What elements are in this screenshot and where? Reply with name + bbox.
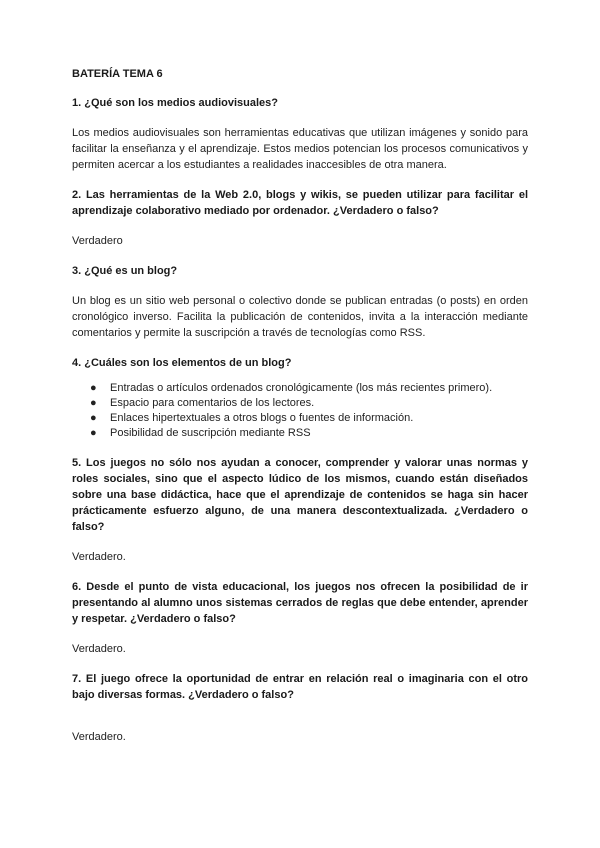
bullet-icon: ● bbox=[90, 397, 97, 409]
question-block-2 bbox=[72, 187, 528, 249]
question-2: 2. Las herramientas de la Web 2.0, blogs y wikis, se pueden utilizar para facilitar el aprendizaje colaborativo mediado por ordenador. ¿Verdadero o falso? bbox=[72, 189, 528, 217]
question-4: 4. ¿Cuáles son los elementos de un blog? bbox=[72, 357, 292, 369]
list-item bbox=[90, 426, 528, 441]
list-item-text: Enlaces hipertextuales a otros blogs o fuentes de información. bbox=[110, 412, 414, 424]
bullet-icon: ● bbox=[90, 382, 97, 394]
list-item bbox=[90, 381, 528, 396]
answer-5: Verdadero. bbox=[72, 551, 126, 563]
question-block-1 bbox=[72, 95, 528, 173]
answer-7: Verdadero. bbox=[72, 731, 126, 743]
question-block-6 bbox=[72, 579, 528, 657]
answer-1: Los medios audiovisuales son herramientas educativas que utilizan imágenes y sonido para facilitar la enseñanza y el aprendizaje. Estos medios potencian los procesos comunicativos y permiten acercar a los estudiantes a realidades inaccesibles de otra manera. bbox=[72, 127, 528, 171]
list-item bbox=[90, 411, 528, 426]
question-block-3 bbox=[72, 263, 528, 341]
question-block-4 bbox=[72, 355, 528, 441]
question-3: 3. ¿Qué es un blog? bbox=[72, 265, 178, 277]
question-7: 7. El juego ofrece la oportunidad de entrar en relación real o imaginaria con el otro bajo diversas formas. ¿Verdadero o falso? bbox=[72, 673, 528, 701]
list-item-text: Espacio para comentarios de los lectores. bbox=[110, 397, 315, 409]
blog-elements-list bbox=[72, 381, 528, 441]
list-item-text: Posibilidad de suscripción mediante RSS bbox=[110, 427, 311, 439]
answer-2: Verdadero bbox=[72, 235, 123, 247]
question-block-7 bbox=[72, 671, 528, 745]
answer-3: Un blog es un sitio web personal o colectivo donde se publican entradas (o posts) en orden cronológico inverso. Facilita la publicación de contenidos, invita a la interacción mediante comentarios y permite la suscripción a través de tecnologías como RSS. bbox=[72, 295, 528, 339]
document-page bbox=[72, 66, 528, 759]
question-1: 1. ¿Qué son los medios audiovisuales? bbox=[72, 97, 278, 109]
document-title: BATERÍA TEMA 6 bbox=[72, 68, 163, 80]
question-block-5 bbox=[72, 455, 528, 565]
answer-6: Verdadero. bbox=[72, 643, 126, 655]
list-item-text: Entradas o artículos ordenados cronológicamente (los más recientes primero). bbox=[110, 382, 493, 394]
list-item bbox=[90, 396, 528, 411]
bullet-icon: ● bbox=[90, 427, 97, 439]
question-6: 6. Desde el punto de vista educacional, los juegos nos ofrecen la posibilidad de ir presentando al alumno unos sistemas cerrados de reglas que debe entender, aprender y respetar. ¿Verdadero o falso? bbox=[72, 581, 528, 625]
bullet-icon: ● bbox=[90, 412, 97, 424]
question-5: 5. Los juegos no sólo nos ayudan a conocer, comprender y valorar unas normas y roles sociales, sino que el aspecto lúdico de los mismos, cuando están diseñados sobre una base didáctica, hace que el aprendizaje de contenidos se haga sin hacer prácticamente esfuerzo alguno, de una manera descontextualizada. ¿Verdadero o falso? bbox=[72, 457, 528, 533]
